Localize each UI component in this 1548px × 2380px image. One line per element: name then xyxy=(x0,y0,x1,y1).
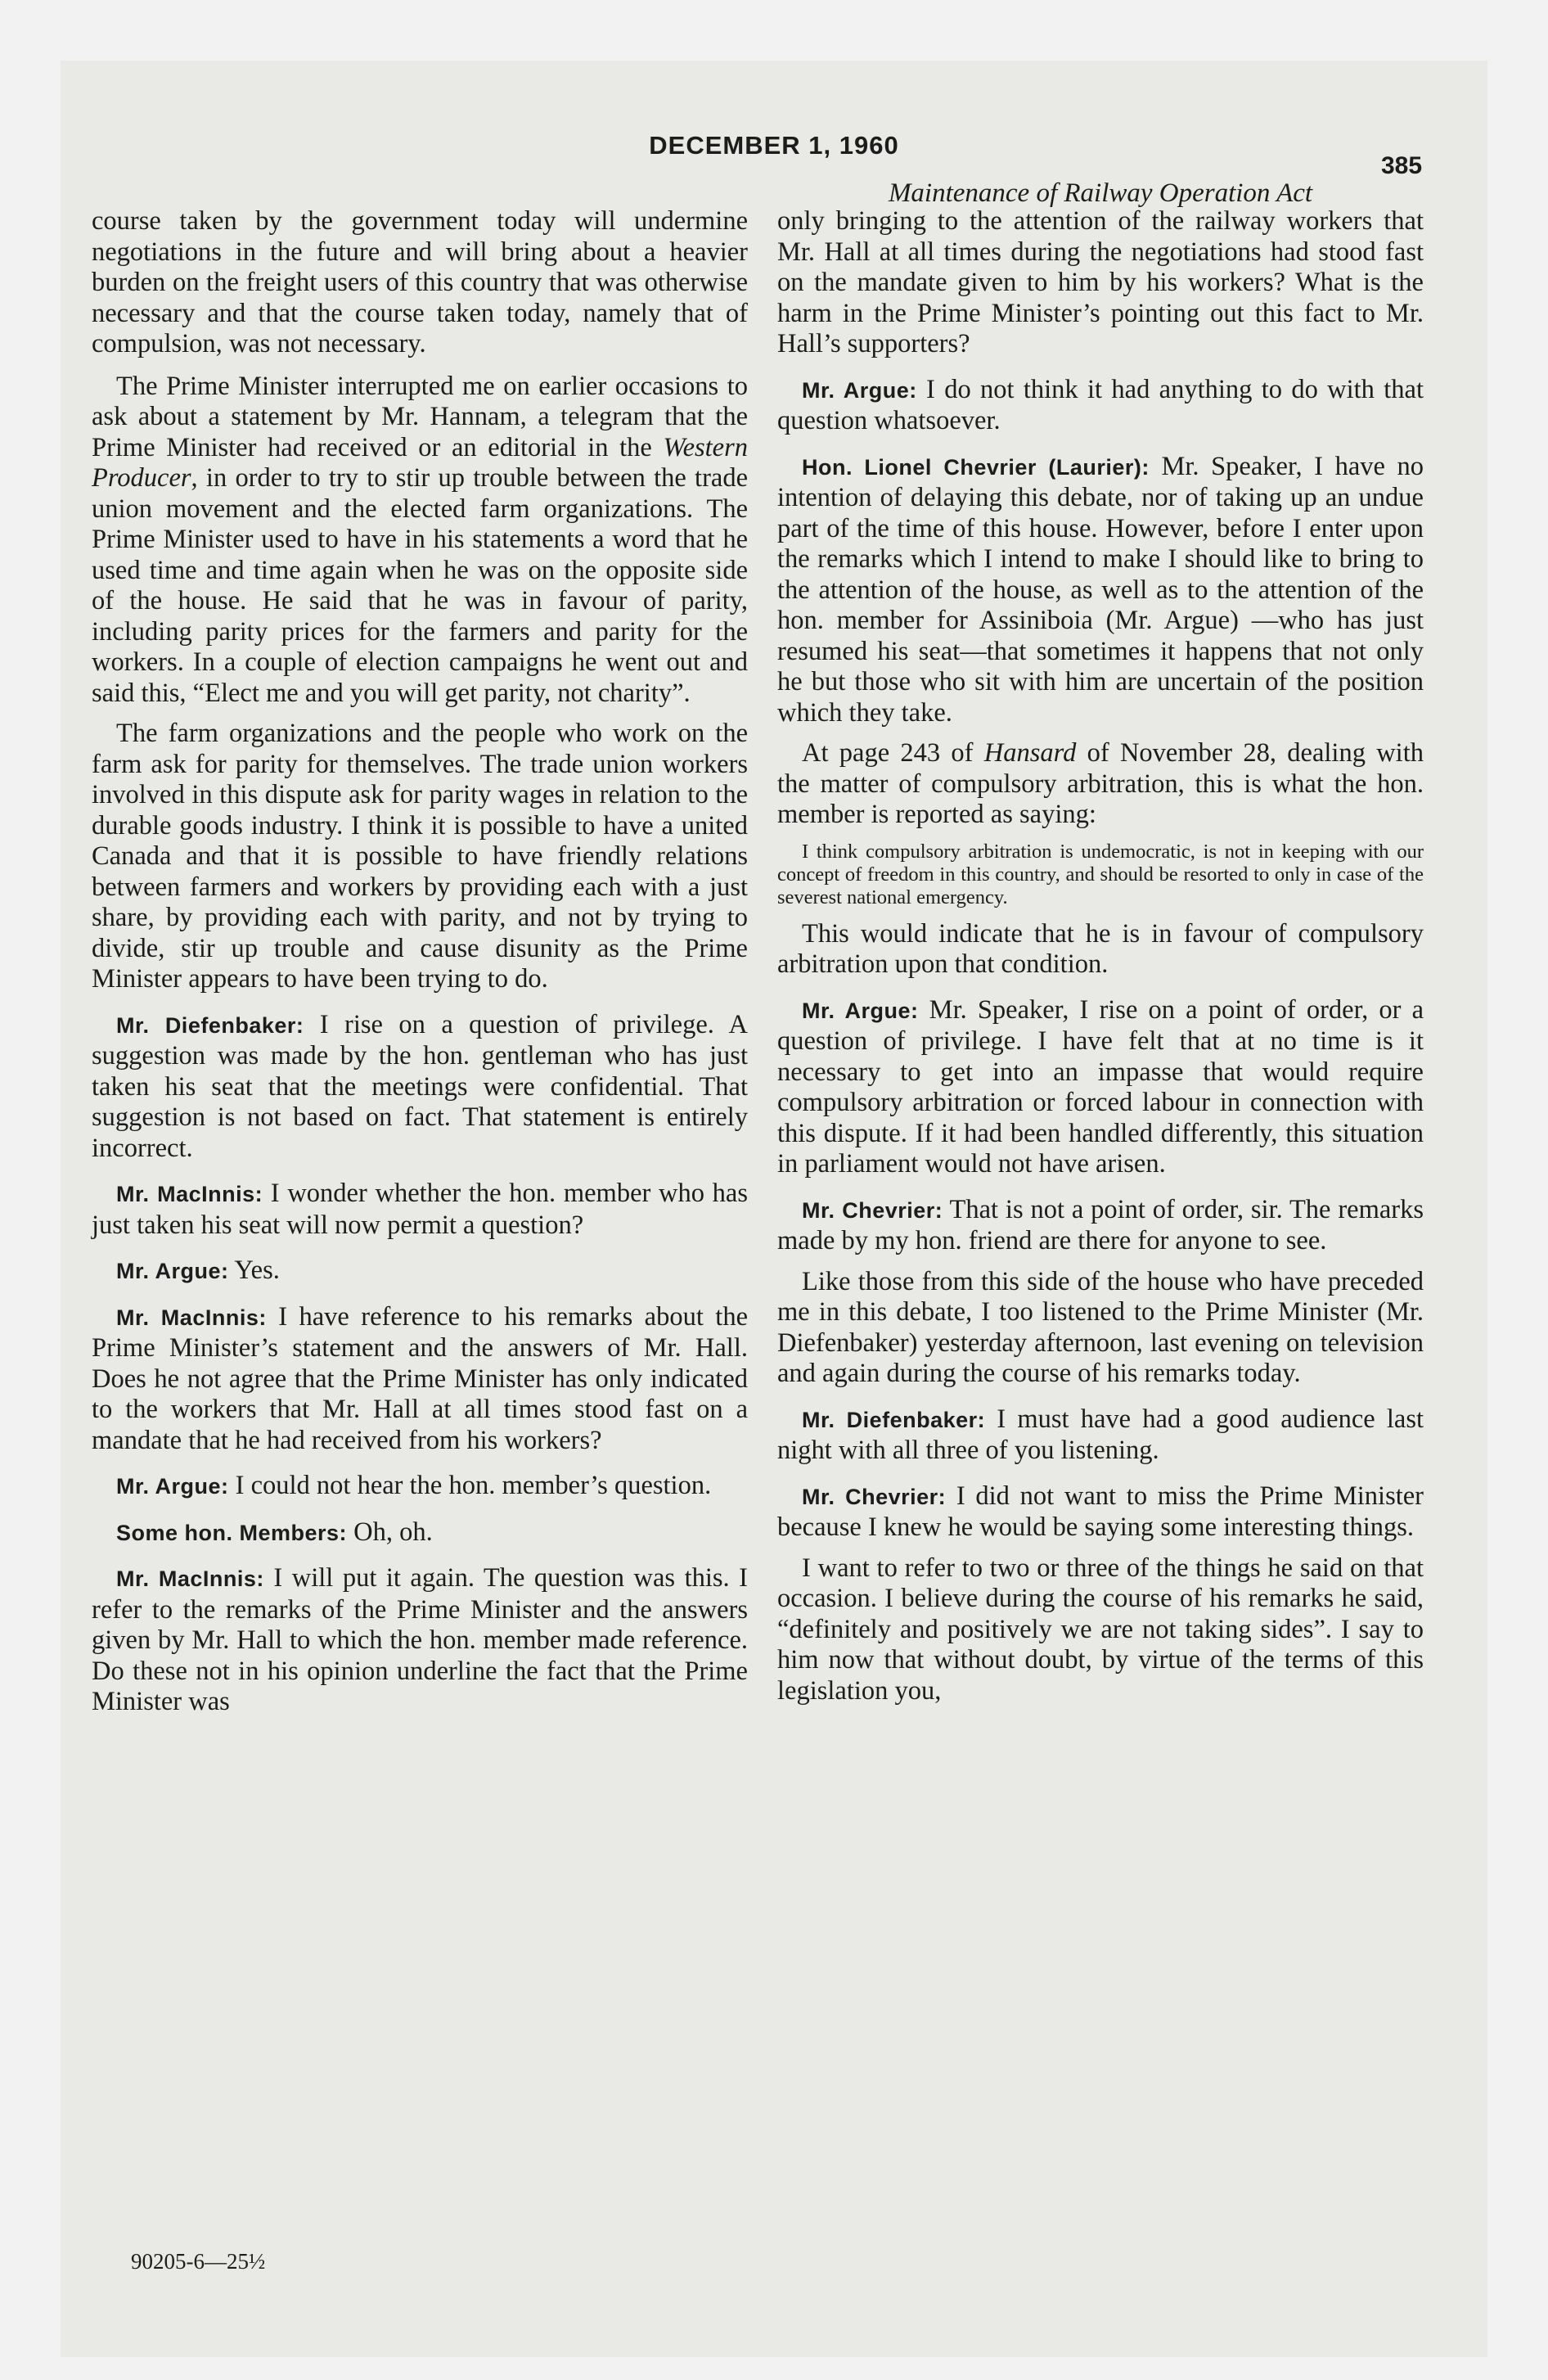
running-head: Maintenance of Railway Operation Act xyxy=(888,178,1313,208)
speaker-name: Mr. MacInnis: xyxy=(116,1182,263,1206)
paragraph: I want to refer to two or three of the things he said on that occasion. I believe during the course of his remarks he said, “definitely and positively we are not taking sides”. I say to him now that without doubt, by virtue of the terms of this legislation you, xyxy=(777,1553,1424,1706)
speaker-name: Mr. Diefenbaker: xyxy=(802,1407,986,1432)
speech: Mr. Chevrier: I did not want to miss the Prime Minister because I knew he would be saying some interesting things. xyxy=(777,1481,1424,1542)
speech: Mr. Diefenbaker: I rise on a question of privilege. A suggestion was made by the hon. gentleman who has just taken his seat that the meetings were confidential. That suggestion is not based on fact. That statement is entirely incorrect. xyxy=(92,1009,748,1163)
block-quote: I think compulsory arbitration is undemocratic, is not in keeping with our concept of freedom in this country, and should be resorted to only in case of the severest national emergency. xyxy=(777,840,1424,908)
speaker-name: Mr. Argue: xyxy=(802,377,917,403)
paragraph: course taken by the government today will undermine negotiations in the future and will bring about a heavier burden on the freight users of this country that was otherwise necessary and that the course taken today, namely that of compulsion, was not necessary. xyxy=(92,206,748,358)
speaker-name: Mr. Argue: xyxy=(116,1474,229,1499)
speech: Mr. Diefenbaker: I must have had a good audience last night with all three of you listening. xyxy=(777,1404,1424,1465)
right-column xyxy=(777,206,1424,1716)
paragraph: only bringing to the attention of the railway workers that Mr. Hall at all times during the negotiations had stood fast on the mandate given to him by his workers? What is the harm in the Prime Minister’s pointing out this fact to Mr. Hall’s supporters? xyxy=(777,206,1424,358)
speaker-name: Mr. MacInnis: xyxy=(116,1566,264,1591)
left-column xyxy=(92,206,748,1728)
speaker-name: Some hon. Members: xyxy=(116,1520,348,1545)
paragraph: At page 243 of Hansard of November 28, dealing with the matter of compulsory arbitration, this is what the hon. member is reported as saying: xyxy=(777,738,1424,829)
page-number: 385 xyxy=(1381,152,1423,179)
speaker-name: Mr. Chevrier: xyxy=(802,1197,943,1223)
paragraph: The farm organizations and the people who work on the farm ask for parity for themselves. The trade union workers involved in this dispute ask for parity wages in relation to the durable goods industry. I think it is possible to have a united Canada and that it is possible to have friendly relations between farmers and workers by providing each with a just share, by providing each with parity, and not by trying to divide, stir up trouble and cause disunity as the Prime Minister appears to have been trying to do. xyxy=(92,719,748,994)
page-date: DECEMBER 1, 1960 xyxy=(649,131,899,160)
publication-title: Hansard xyxy=(983,738,1077,768)
speech: Mr. Argue: Yes. xyxy=(116,1255,280,1285)
paragraph: Like those from this side of the house who have preceded me in this debate, I too listened to the Prime Minister (Mr. Diefenbaker) yesterday afternoon, last evening on television and again during the course of his remarks today. xyxy=(777,1266,1424,1388)
speaker-name: Mr. Argue: xyxy=(802,998,919,1023)
speaker-name: Mr. Argue: xyxy=(116,1259,229,1283)
footer-code: 90205-6—25½ xyxy=(131,2249,266,2274)
speaker-name: Mr. Chevrier: xyxy=(802,1484,947,1509)
speech: Mr. Argue: Mr. Speaker, I rise on a point of order, or a question of privilege. I have felt that at no time is it necessary to get into an impasse that would require compulsory arbitration or forced labour in connection with this dispute. If it had been handled differently, this situation in parliament would not have arisen. xyxy=(777,994,1424,1179)
speaker-name: Mr. MacInnis: xyxy=(116,1305,267,1330)
speech: Mr. MacInnis: I wonder whether the hon. member who has just taken his seat will now permit a question? xyxy=(92,1179,748,1240)
speech: Hon. Lionel Chevrier (Laurier): Mr. Speaker, I have no intention of delaying this debate, nor of taking up an undue part of the time of this house. However, before I enter upon the remarks which I intend to make I should like to bring to the attention of the house, as well as to the attention of the hon. member for Assiniboia (Mr. Argue) —who has just resumed his seat—that sometimes it happens that not only he but those who sit with him are uncertain of the position which they take. xyxy=(777,451,1424,728)
speaker-name: Mr. Diefenbaker: xyxy=(116,1012,304,1038)
publication-title: Western Producer xyxy=(92,432,748,493)
paragraph: The Prime Minister interrupted me on earlier occasions to ask about a statement by Mr. Hannam, a telegram that the Prime Minister had received or an editorial in the Western Producer, in order to try to stir up trouble between the trade union movement and the elected farm organizations. The Prime Minister used to have in his statements a word that he used time and time again when he was on the opposite side of the house. He said that he was in favour of parity, including parity prices for the farmers and parity for the workers. In a couple of election campaigns he went out and said this, “Elect me and you will get parity, not charity”. xyxy=(92,371,748,708)
speech: Mr. MacInnis: I have reference to his remarks about the Prime Minister’s statement and the answers of Mr. Hall. Does he not agree that the Prime Minister has only indicated to the workers that Mr. Hall at all times stood fast on a mandate that he had received from his workers? xyxy=(92,1301,748,1455)
speech: Mr. MacInnis: I will put it again. The question was this. I refer to the remarks of the Prime Minister and the answers given by Mr. Hall to which the hon. member made reference. Do these not in his opinion underline the fact that the Prime Minister was xyxy=(92,1563,749,1716)
paragraph: This would indicate that he is in favour of compulsory arbitration upon that condition. xyxy=(777,918,1424,979)
speech: Mr. Chevrier: That is not a point of order, sir. The remarks made by my hon. friend are there for anyone to see. xyxy=(777,1194,1424,1255)
speech: Some hon. Members: Oh, oh. xyxy=(116,1517,433,1547)
speaker-name: Hon. Lionel Chevrier (Laurier): xyxy=(802,454,1150,480)
speech: Mr. Argue: I could not hear the hon. member’s question. xyxy=(116,1471,712,1500)
speech: Mr. Argue: I do not think it had anything to do with that question whatsoever. xyxy=(777,374,1424,435)
